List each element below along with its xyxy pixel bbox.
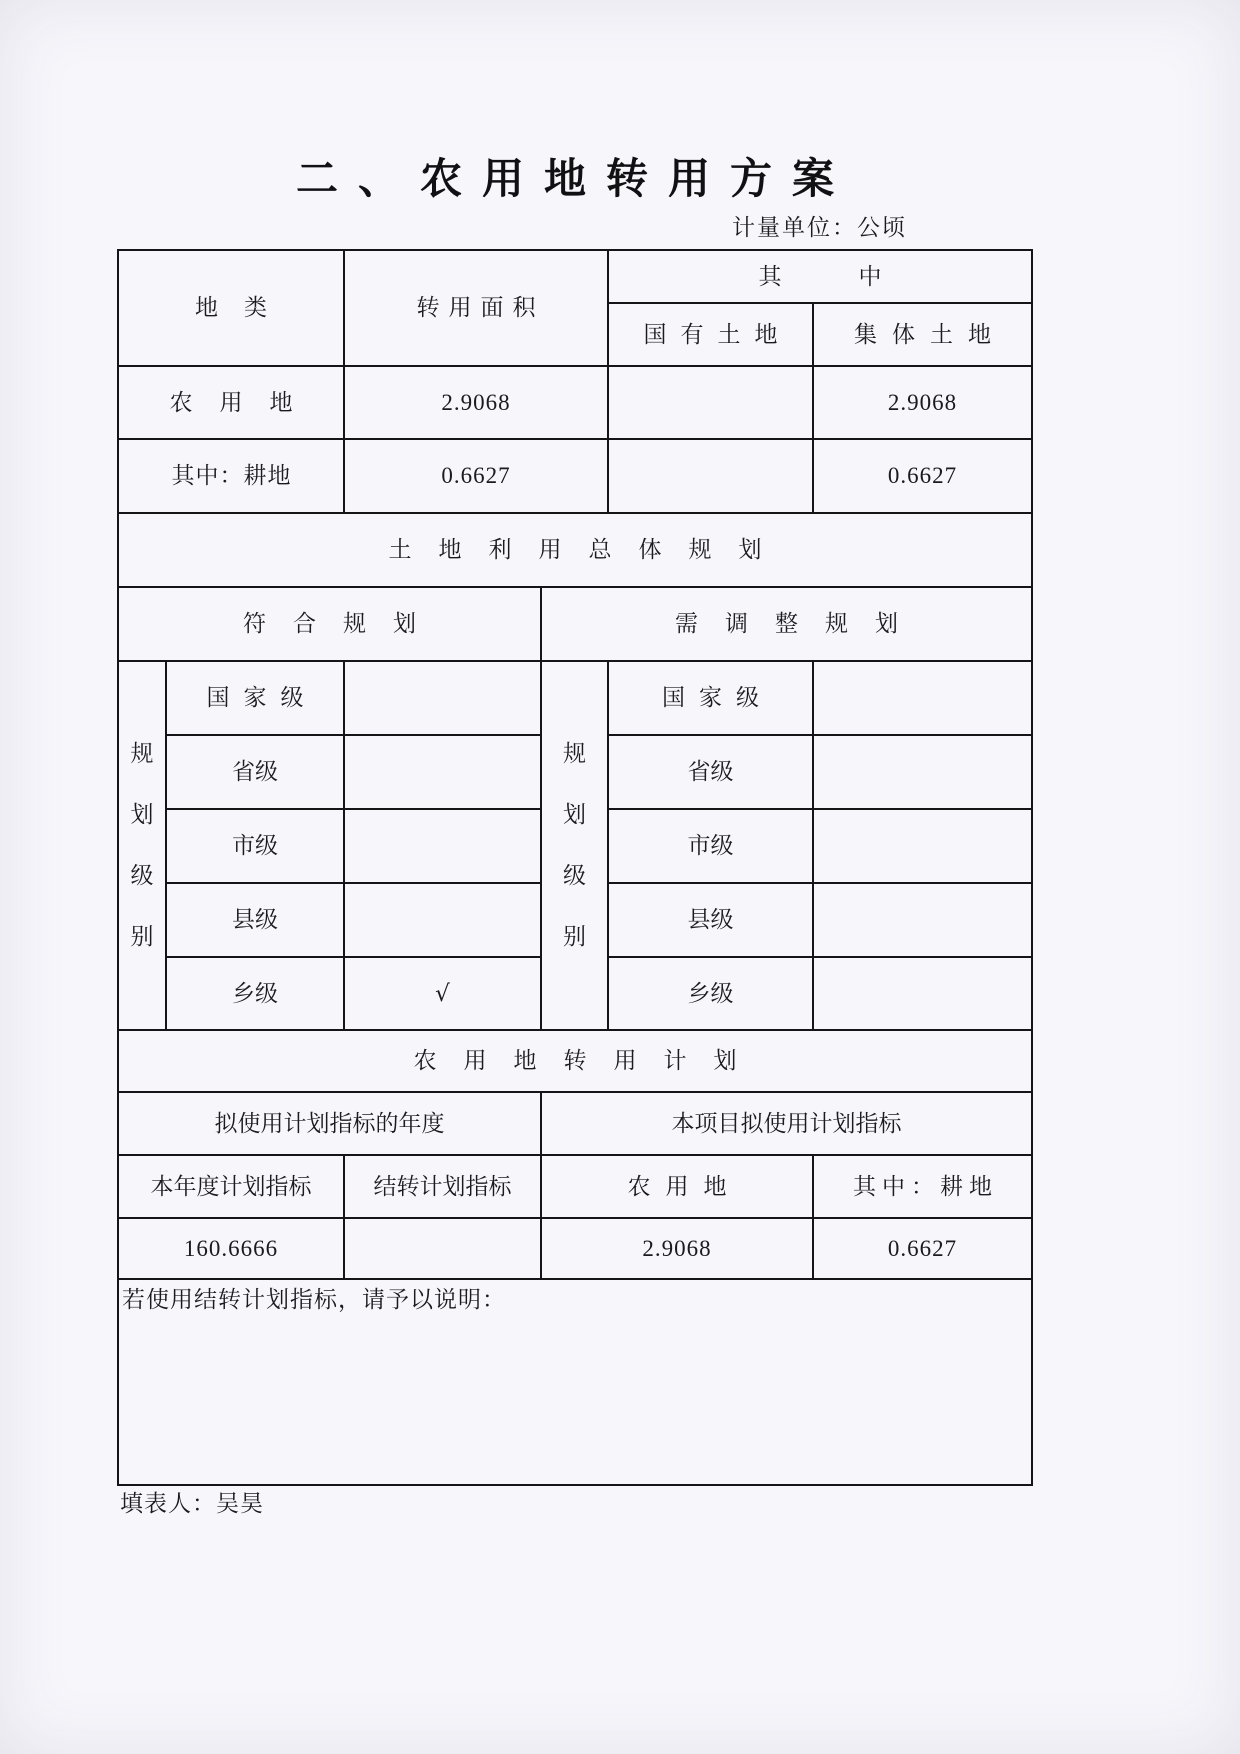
adjust-mark-municipal bbox=[813, 809, 1032, 883]
conforms-mark-township: √ bbox=[344, 957, 541, 1030]
current-year-indicator-value: 160.6666 bbox=[118, 1218, 344, 1279]
level-township: 乡级 bbox=[166, 957, 344, 1030]
level-township: 乡级 bbox=[608, 957, 813, 1030]
header-carried-over-indicator: 结转计划指标 bbox=[344, 1155, 541, 1218]
farmland-indicator-value: 2.9068 bbox=[541, 1218, 813, 1279]
adjust-mark-county bbox=[813, 883, 1032, 957]
level-national: 国家级 bbox=[166, 661, 344, 735]
level-municipal: 市级 bbox=[166, 809, 344, 883]
carried-over-indicator-value bbox=[344, 1218, 541, 1279]
header-conforms-plan: 符合规划 bbox=[118, 587, 541, 661]
level-national: 国家级 bbox=[608, 661, 813, 735]
header-year-indicator: 拟使用计划指标的年度 bbox=[118, 1092, 541, 1155]
header-current-year-indicator: 本年度计划指标 bbox=[118, 1155, 344, 1218]
level-municipal: 市级 bbox=[608, 809, 813, 883]
header-of-which-cultivated: 其中：耕地 bbox=[813, 1155, 1032, 1218]
planning-level-label-conforming bbox=[118, 661, 166, 1030]
header-land-type: 地类 bbox=[118, 250, 344, 366]
cultivated-land-state-owned bbox=[608, 439, 813, 513]
agricultural-land-area: 2.9068 bbox=[344, 366, 608, 439]
level-provincial: 省级 bbox=[166, 735, 344, 809]
carryover-explanation-label: 若使用结转计划指标，请予以说明： bbox=[122, 1287, 506, 1313]
header-farmland: 农用地 bbox=[541, 1155, 813, 1218]
conforms-mark-provincial bbox=[344, 735, 541, 809]
adjust-mark-township bbox=[813, 957, 1032, 1030]
page-title: 二、农用地转用方案 bbox=[296, 154, 855, 203]
header-needs-adjust-plan: 需调整规划 bbox=[541, 587, 1032, 661]
adjust-mark-national bbox=[813, 661, 1032, 735]
conforms-mark-national bbox=[344, 661, 541, 735]
measurement-unit: 计量单位：公顷 bbox=[732, 215, 907, 241]
planning-level-label-adjust bbox=[541, 661, 608, 1030]
header-of-which: 其中 bbox=[608, 250, 1032, 303]
planning-level-text: 规划级别 bbox=[563, 740, 586, 950]
row-label-cultivated-land: 其中：耕地 bbox=[118, 439, 344, 513]
agricultural-land-state-owned bbox=[608, 366, 813, 439]
header-state-owned-land: 国有土地 bbox=[608, 303, 813, 366]
header-converted-area: 转用面积 bbox=[344, 250, 608, 366]
conforms-mark-county bbox=[344, 883, 541, 957]
cultivated-land-area: 0.6627 bbox=[344, 439, 608, 513]
row-label-agricultural-land: 农用地 bbox=[118, 366, 344, 439]
adjust-mark-provincial bbox=[813, 735, 1032, 809]
section-title-conversion-plan: 农用地转用计划 bbox=[118, 1030, 1032, 1092]
level-county: 县级 bbox=[166, 883, 344, 957]
land-conversion-table bbox=[117, 249, 1033, 1486]
carryover-explanation-box bbox=[118, 1279, 1032, 1485]
level-provincial: 省级 bbox=[608, 735, 813, 809]
agricultural-land-collective: 2.9068 bbox=[813, 366, 1032, 439]
header-project-indicator: 本项目拟使用计划指标 bbox=[541, 1092, 1032, 1155]
header-collective-land: 集体土地 bbox=[813, 303, 1032, 366]
conforms-mark-municipal bbox=[344, 809, 541, 883]
level-county: 县级 bbox=[608, 883, 813, 957]
section-title-overall-plan: 土地利用总体规划 bbox=[118, 513, 1032, 587]
form-filler: 填表人：吴昊 bbox=[120, 1491, 264, 1517]
cultivated-indicator-value: 0.6627 bbox=[813, 1218, 1032, 1279]
cultivated-land-collective: 0.6627 bbox=[813, 439, 1032, 513]
planning-level-text: 规划级别 bbox=[130, 740, 154, 950]
